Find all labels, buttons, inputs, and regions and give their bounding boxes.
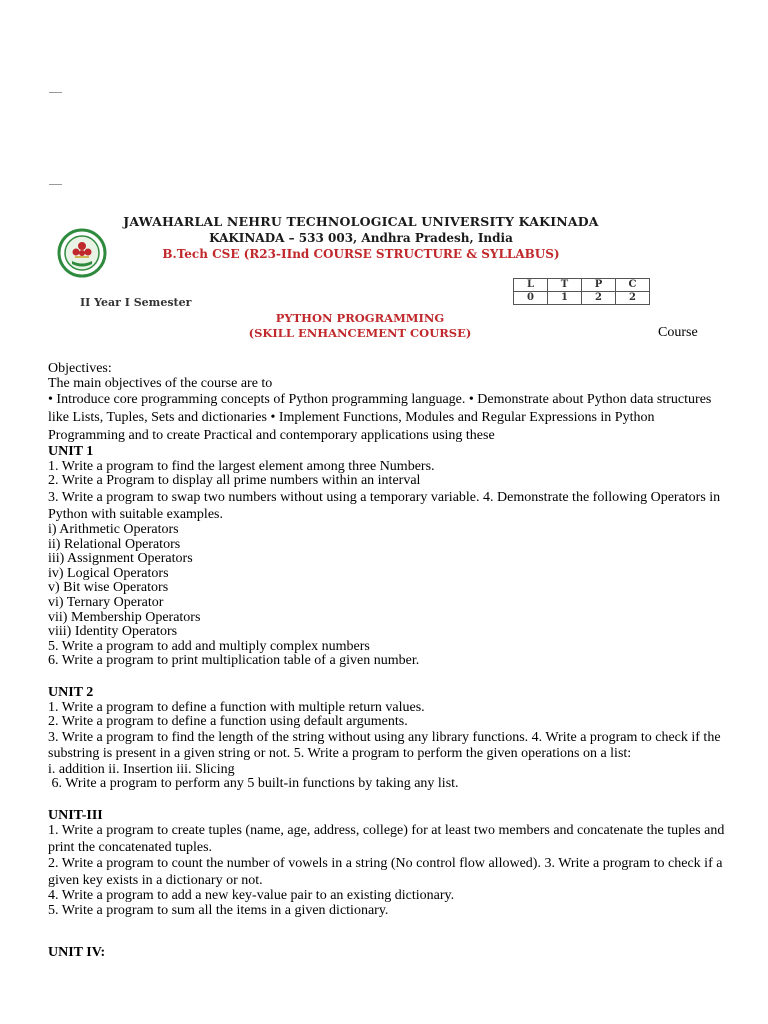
unit1-item: 3. Write a program to swap two numbers without using a temporary variable. 4. Demonstrate the following Operators in Python with suitable examples. <box>48 489 721 522</box>
objectives-text: • Introduce core programming concepts of Python programming language. • Demonstrate about Python data structures like Lists, Tuples, Sets and dictionaries • Implement Functions, Modules and Regular Expressions in Python Programming and to create Practical and contemporary applications using these <box>48 392 712 444</box>
course-subtitle: (SKILL ENHANCEMENT COURSE) <box>248 326 472 340</box>
credits-value-row <box>514 292 650 305</box>
unit1-item: 2. Write a Program to display all prime numbers within an interval <box>48 473 421 489</box>
unit2-title: UNIT 2 <box>48 684 94 700</box>
credits-value-p: 2 <box>582 292 616 305</box>
credits-value-t: 1 <box>548 292 582 305</box>
unit1-operator: v) Bit wise Operators <box>48 580 169 596</box>
unit3-item: 4. Write a program to add a new key-value pair to an existing dictionary. <box>48 888 455 904</box>
credits-table <box>513 278 650 305</box>
unit1-operator: i) Arithmetic Operators <box>48 521 179 537</box>
course-title: PYTHON PROGRAMMING <box>275 311 445 325</box>
unit1-operator: vii) Membership Operators <box>48 609 201 625</box>
credits-value-c: 2 <box>616 292 650 305</box>
unit1-operator: viii) Identity Operators <box>48 624 178 640</box>
credits-header-c: C <box>616 279 650 292</box>
unit1-title: UNIT 1 <box>48 444 94 460</box>
unit1-operator: iii) Assignment Operators <box>48 551 193 567</box>
unit2-item: 3. Write a program to find the length of the string without using any library functions. 4. Write a program to check if the substring is present in a given string or not. 5. Write a program to perform the given operations on a list: <box>48 729 721 762</box>
semester-label: II Year I Semester <box>80 296 192 309</box>
separator-line <box>49 184 62 185</box>
syllabus-body <box>48 362 726 960</box>
unit3-item: 5. Write a program to sum all the items in a given dictionary. <box>48 903 389 919</box>
university-address: KAKINADA – 533 003, Andhra Pradesh, India <box>209 231 513 245</box>
objectives-heading: Objectives: <box>48 361 112 376</box>
section-gap <box>48 669 726 686</box>
unit2-item: i. addition ii. Insertion iii. Slicing <box>48 761 235 777</box>
section-gap <box>48 919 726 946</box>
unit1-item: 6. Write a program to print multiplication table of a given number. <box>48 653 420 669</box>
credits-header-l: L <box>514 279 548 292</box>
unit4-title: UNIT IV: <box>48 944 106 960</box>
credits-header-t: T <box>548 279 582 292</box>
program-title: B.Tech CSE (R23-IInd COURSE STRUCTURE & SYLLABUS) <box>162 247 560 261</box>
unit1-operator: ii) Relational Operators <box>48 536 181 552</box>
unit2-item: 6. Write a program to perform any 5 built-in functions by taking any list. <box>48 776 459 792</box>
unit1-operator: iv) Logical Operators <box>48 565 169 581</box>
unit1-item: 1. Write a program to find the largest element among three Numbers. <box>48 458 435 474</box>
separator-line <box>49 92 62 93</box>
course-label: Course <box>658 325 698 340</box>
unit3-title: UNIT-III <box>48 807 103 823</box>
university-name: JAWAHARLAL NEHRU TECHNOLOGICAL UNIVERSITY KAKINADA <box>123 214 599 229</box>
unit1-item: 5. Write a program to add and multiply complex numbers <box>48 638 370 654</box>
credits-header-p: P <box>582 279 616 292</box>
section-gap <box>48 792 726 809</box>
unit2-item: 1. Write a program to define a function with multiple return values. <box>48 699 425 715</box>
credits-header-row <box>514 279 650 292</box>
unit2-item: 2. Write a program to define a function using default arguments. <box>48 714 408 730</box>
credits-value-l: 0 <box>514 292 548 305</box>
objectives-intro: The main objectives of the course are to <box>48 375 273 391</box>
unit3-item: 1. Write a program to create tuples (name, age, address, college) for at least two members and concatenate the tuples and print the concatenated tuples. <box>48 823 725 855</box>
unit1-operator: vi) Ternary Operator <box>48 594 164 610</box>
unit3-item: 2. Write a program to count the number of vowels in a string (No control flow allowed). 3. Write a program to check if a given key exists in a dictionary or not. <box>48 856 723 888</box>
